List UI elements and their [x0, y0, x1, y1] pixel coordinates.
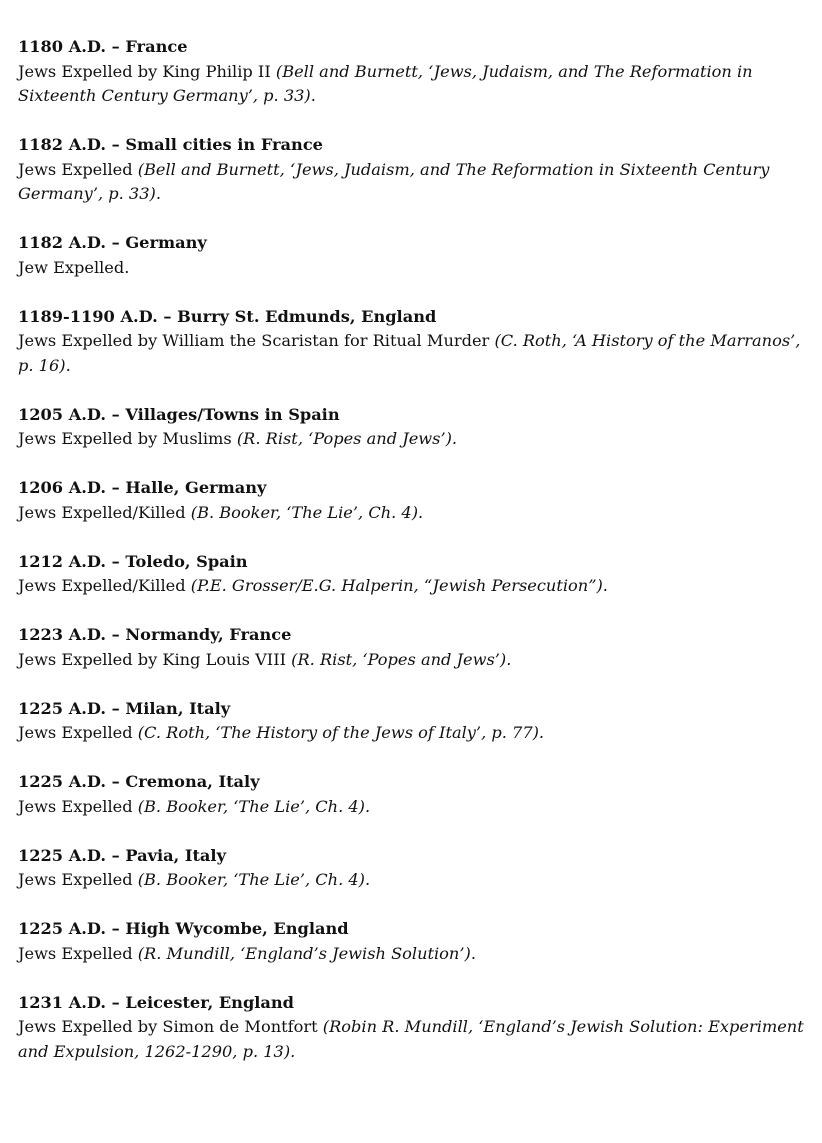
entry-text: Jews Expelled by William the Scaristan for Ritual Murder	[18, 331, 490, 350]
entry-body	[18, 795, 814, 820]
timeline-entry	[18, 305, 814, 379]
entry-body	[18, 329, 814, 378]
entry-body	[18, 158, 814, 207]
timeline-entry	[18, 770, 814, 819]
entry-citation: (Robin R. Mundill, ‘England’s Jewish Solution: Experiment and Expulsion, 1262-1290, p. 13).	[18, 1017, 804, 1061]
entry-body	[18, 427, 814, 452]
entry-citation: (P.E. Grosser/E.G. Halperin, “Jewish Persecution”).	[190, 576, 608, 595]
entry-body	[18, 60, 814, 109]
timeline-entry	[18, 917, 814, 966]
entry-title: 1225 A.D. – Pavia, Italy	[18, 845, 226, 865]
entry-citation: (C. Roth, ‘The History of the Jews of Italy’, p. 77).	[137, 723, 545, 742]
timeline-entry	[18, 133, 814, 207]
entry-body	[18, 501, 814, 526]
entry-body	[18, 868, 814, 893]
entry-citation: (R. Mundill, ‘England’s Jewish Solution’).	[137, 943, 476, 963]
timeline-entry	[18, 550, 814, 599]
entry-title: 1225 A.D. – Cremona, Italy	[18, 772, 260, 791]
entry-title: 1182 A.D. – Germany	[18, 233, 207, 252]
entry-title: 1225 A.D. – High Wycombe, England	[18, 919, 349, 938]
entry-title: 1189-1190 A.D. – Burry St. Edmunds, England	[18, 306, 437, 326]
entry-citation: (B. Booker, ‘The Lie’, Ch. 4).	[137, 796, 371, 816]
entry-body	[18, 942, 814, 967]
entry-title: 1225 A.D. – Milan, Italy	[18, 698, 231, 718]
entry-body	[18, 1015, 814, 1064]
entry-citation: (B. Booker, ‘The Lie’, Ch. 4).	[137, 870, 371, 889]
timeline-entry	[18, 844, 814, 893]
entry-text: Jews Expelled	[18, 796, 133, 816]
timeline-entry	[18, 403, 814, 452]
entry-title: 1182 A.D. – Small cities in France	[18, 135, 323, 154]
entry-text: Jews Expelled/Killed	[18, 576, 186, 595]
entry-text: Jews Expelled by Simon de Montfort	[18, 1017, 318, 1036]
entry-title: 1205 A.D. – Villages/Towns in Spain	[18, 404, 340, 424]
entry-title: 1212 A.D. – Toledo, Spain	[18, 551, 248, 571]
entry-body	[18, 574, 814, 599]
entry-title: 1206 A.D. – Halle, Germany	[18, 478, 267, 497]
entry-text: Jews Expelled	[18, 723, 133, 742]
entry-text: Jews Expelled by King Philip II	[18, 61, 271, 81]
timeline-entry	[18, 35, 814, 109]
entry-text: Jews Expelled/Killed	[18, 502, 186, 522]
entry-text: Jews Expelled	[18, 870, 133, 889]
entry-citation: (B. Booker, ‘The Lie’, Ch. 4).	[190, 502, 424, 522]
entry-text: Jews Expelled by Muslims	[18, 429, 232, 448]
entry-citation: (C. Roth, ‘A History of the Marranos’, p. 16).	[18, 331, 801, 375]
entry-citation: (R. Rist, ‘Popes and Jews’).	[291, 649, 512, 669]
timeline-entry	[18, 991, 814, 1065]
entry-text: Jew Expelled.	[18, 257, 130, 277]
entry-citation: (R. Rist, ‘Popes and Jews’).	[236, 429, 458, 448]
entry-body	[18, 256, 814, 281]
timeline-entry	[18, 476, 814, 525]
entry-body	[18, 721, 814, 746]
timeline-entry	[18, 231, 814, 280]
entry-title: 1180 A.D. – France	[18, 37, 188, 56]
entry-text: Jews Expelled by King Louis VIII	[18, 649, 286, 669]
entry-title: 1231 A.D. – Leicester, England	[18, 992, 294, 1012]
entry-text: Jews Expelled	[18, 943, 133, 963]
entry-citation: (Bell and Burnett, ‘Jews, Judaism, and The Reformation in Sixteenth Century Germany’, p. 33).	[18, 159, 770, 203]
timeline-entry	[18, 623, 814, 672]
entry-title: 1223 A.D. – Normandy, France	[18, 625, 292, 644]
entry-citation: (Bell and Burnett, ‘Jews, Judaism, and The Reformation in Sixteenth Century Germany’, p. 33).	[18, 61, 753, 105]
document-page	[18, 35, 814, 1089]
entry-body	[18, 648, 814, 673]
timeline-entry	[18, 697, 814, 746]
entry-text: Jews Expelled	[18, 159, 133, 179]
